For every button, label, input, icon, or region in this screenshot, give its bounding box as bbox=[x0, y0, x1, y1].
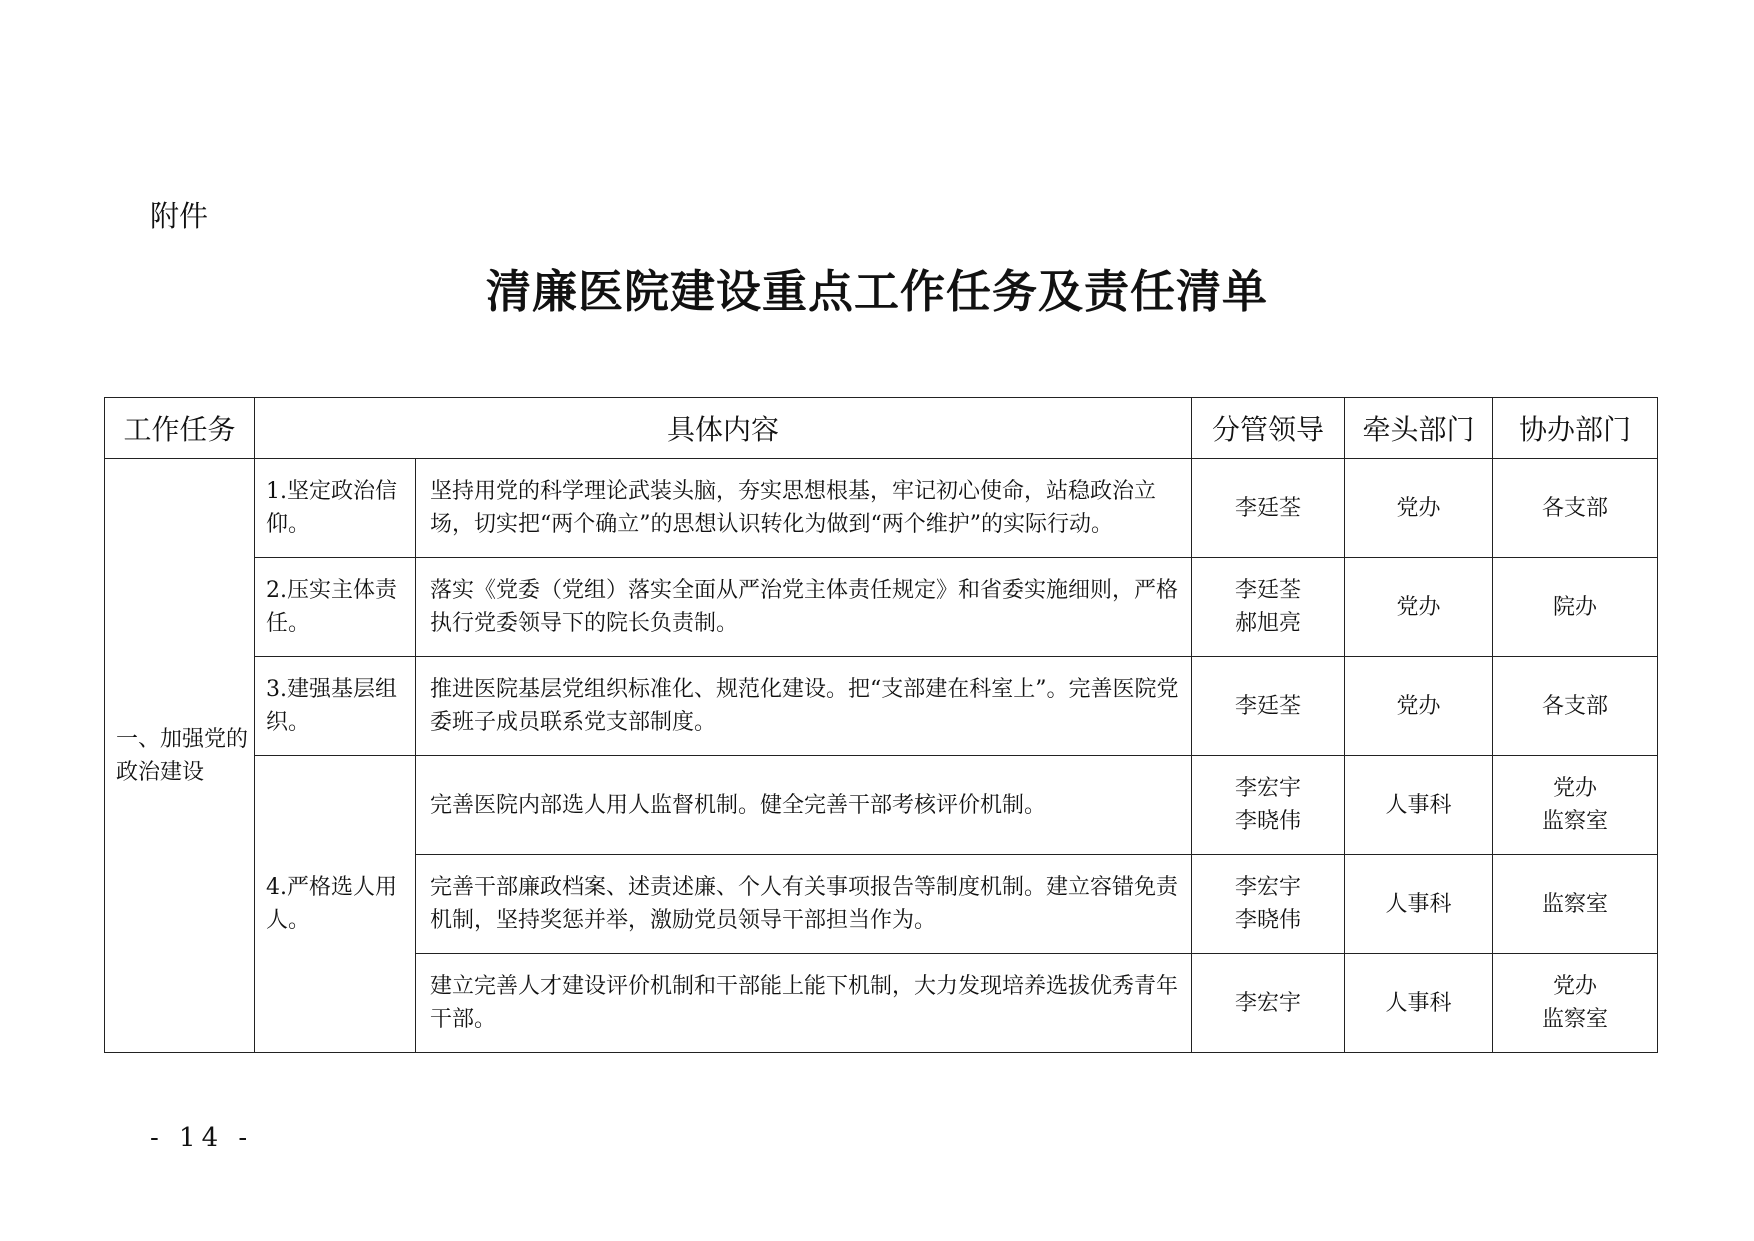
assist-dept-name: 监察室 bbox=[1542, 809, 1609, 834]
leader-name: 李晓伟 bbox=[1235, 908, 1302, 933]
content-cell: 建立完善人才建设评价机制和干部能上能下机制，大力发现培养选拔优秀青年干部。 bbox=[416, 954, 1192, 1053]
assist-dept-cell bbox=[1493, 954, 1658, 1053]
leader-cell bbox=[1192, 954, 1345, 1053]
content-cell: 完善医院内部选人用人监督机制。健全完善干部考核评价机制。 bbox=[416, 756, 1192, 855]
assist-dept-cell bbox=[1493, 657, 1658, 756]
subtask-cell: 4.严格选人用人。 bbox=[255, 756, 416, 1053]
lead-dept-cell: 人事科 bbox=[1345, 855, 1493, 954]
assist-dept-name: 各支部 bbox=[1542, 693, 1609, 719]
assist-dept-name: 监察室 bbox=[1542, 1007, 1609, 1032]
leader-cell bbox=[1192, 855, 1345, 954]
assist-dept-cell bbox=[1493, 459, 1658, 558]
assist-dept-name: 党办 bbox=[1553, 974, 1598, 999]
assist-dept-cell bbox=[1493, 756, 1658, 855]
content-cell: 推进医院基层党组织标准化、规范化建设。把“支部建在科室上”。完善医院党委班子成员联系党支部制度。 bbox=[416, 657, 1192, 756]
page-number: - 14 - bbox=[150, 1123, 254, 1153]
table-row bbox=[105, 459, 1658, 558]
page-title: 清廉医院建设重点工作任务及责任清单 bbox=[485, 265, 1268, 318]
table-row bbox=[105, 756, 1658, 855]
header-leader: 分管领导 bbox=[1192, 398, 1345, 459]
header-content: 具体内容 bbox=[255, 398, 1192, 459]
subtask-cell: 1.坚定政治信仰。 bbox=[255, 459, 416, 558]
assist-dept-name: 院办 bbox=[1553, 594, 1598, 620]
leader-name: 李晓伟 bbox=[1235, 809, 1302, 834]
leader-cell bbox=[1192, 459, 1345, 558]
header-assist-dept: 协办部门 bbox=[1493, 398, 1658, 459]
assist-dept-name: 各支部 bbox=[1542, 495, 1609, 521]
header-lead-dept: 牵头部门 bbox=[1345, 398, 1493, 459]
lead-dept-cell: 党办 bbox=[1345, 657, 1493, 756]
table-row bbox=[105, 558, 1658, 657]
lead-dept-cell: 党办 bbox=[1345, 558, 1493, 657]
leader-name: 李廷荃 bbox=[1235, 693, 1302, 719]
leader-cell bbox=[1192, 657, 1345, 756]
responsibility-table bbox=[104, 397, 1658, 1053]
assist-dept-name: 党办 bbox=[1553, 776, 1598, 801]
content-cell: 落实《党委（党组）落实全面从严治党主体责任规定》和省委实施细则，严格执行党委领导下的院长负责制。 bbox=[416, 558, 1192, 657]
header-task: 工作任务 bbox=[105, 398, 255, 459]
lead-dept-cell: 人事科 bbox=[1345, 954, 1493, 1053]
lead-dept-cell: 人事科 bbox=[1345, 756, 1493, 855]
subtask-cell: 2.压实主体责任。 bbox=[255, 558, 416, 657]
lead-dept-cell: 党办 bbox=[1345, 459, 1493, 558]
leader-name: 李宏宇 bbox=[1235, 990, 1302, 1016]
leader-name: 李宏宇 bbox=[1235, 776, 1302, 801]
assist-dept-cell bbox=[1493, 855, 1658, 954]
leader-name: 李廷荃 bbox=[1235, 495, 1302, 521]
leader-cell bbox=[1192, 558, 1345, 657]
attachment-label: 附件 bbox=[150, 199, 209, 233]
content-cell: 坚持用党的科学理论武装头脑，夯实思想根基，牢记初心使命，站稳政治立场，切实把“两个确立”的思想认识转化为做到“两个维护”的实际行动。 bbox=[416, 459, 1192, 558]
leader-name: 李廷荃 bbox=[1235, 578, 1302, 603]
task-category-cell: 一、加强党的政治建设 bbox=[105, 459, 255, 1053]
subtask-cell: 3.建强基层组织。 bbox=[255, 657, 416, 756]
leader-name: 郝旭亮 bbox=[1235, 611, 1302, 636]
content-cell: 完善干部廉政档案、述责述廉、个人有关事项报告等制度机制。建立容错免责机制，坚持奖惩并举，激励党员领导干部担当作为。 bbox=[416, 855, 1192, 954]
assist-dept-name: 监察室 bbox=[1542, 891, 1609, 917]
leader-cell bbox=[1192, 756, 1345, 855]
assist-dept-cell bbox=[1493, 558, 1658, 657]
table-header-row bbox=[105, 398, 1658, 459]
table-row bbox=[105, 657, 1658, 756]
leader-name: 李宏宇 bbox=[1235, 875, 1302, 900]
